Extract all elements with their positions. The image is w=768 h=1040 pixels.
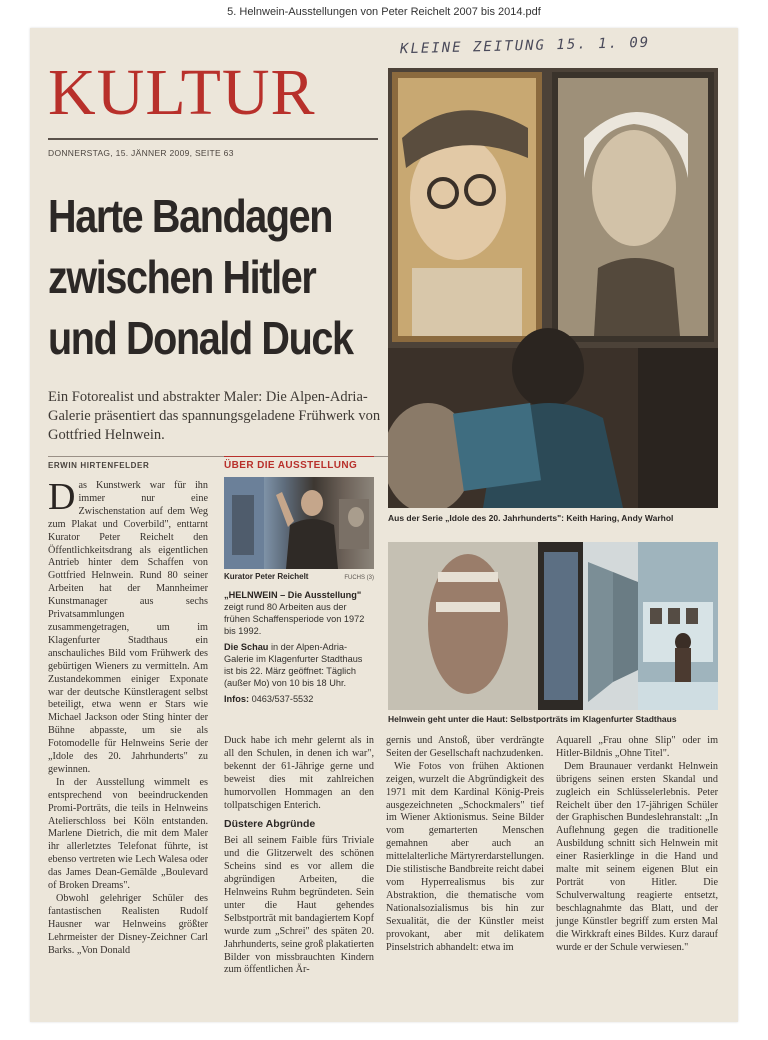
info-paragraph: Infos: 0463/537-5532 [224,694,314,704]
exhibition-infobox [224,456,374,709]
headline [48,186,353,369]
photo-credit: FUCHS (3) [344,575,374,581]
self-portraits-photo-image [388,542,718,710]
paragraph: Aquarell „Frau ohne Slip" oder im Hitler-Bildnis „Ohne Titel". [556,735,718,759]
paragraph: Wie Fotos von frühen Aktionen zeigen, wurzelt die Abgründigkeit des 1971 mit dem Kardinal König-Preis ausgezeichneten „Schockmalers" tief im Wiener Aktionismus. Seine Bilder vom gemarterten Menschen gemahnen aber auch an mittelalterliche Märtyrerdarstellungen. Die stilistische Bandbreite reicht dabei vom Hyperrealismus bis zur Abstraktion, die thematische vom Nationalsozialismus bis hin zur Sexualität, die der Künstler meist provokant, aber mit delikatem Pinselstrich abhandelt: etwa im [386,760,544,953]
self-portraits-photo [388,542,718,710]
info-paragraph: Die Schau in der Alpen-Adria-Galerie im Klagenfurter Stadthaus ist bis 22. März geöffnet: Täglich (außer Mo) von 10 bis 18 Uhr. [224,642,363,688]
infobox-title: ÜBER DIE AUSSTELLUNG [224,456,374,471]
idols-photo [388,68,718,508]
handwritten-note: KLEINE ZEITUNG 15. 1. 09 [399,34,651,58]
paragraph: Dem Braunauer verdankt Helnwein übrigens seinen ersten Skandal und zugleich ein Schlüsselerlebnis. Peter Reichelt über den 17-jährigen Schüler der Graphischen Bundeslehranstalt: „In Auflehnung gegen die traditionelle Ausbildung schnitt sich Helnwein mit einer Rasierklinge in die Hand und malte mit seinem eigenen Blut ein Porträt von Hitler. Die Schulverwaltung reagierte entsetzt, beschlagnahmte das Blatt, und der junge Künstler begriff zum ersten Mal die Wirkkraft eines Bildes. Kurz darauf wurde er der Schule verwiesen." [556,760,718,953]
headline-line: Harte Bandagen [48,190,333,242]
subhead: Düstere Abgründe [224,818,316,831]
headline-line: und Donald Duck [48,312,353,364]
article-column-1 [48,476,208,1020]
newspaper-clipping [30,28,738,1022]
deck: Ein Fotorealist und abstrakter Maler: Die Alpen-Adria-Galerie präsentiert das spannungsgeladene Frühwerk von Gottfried Helnwein. [48,389,381,443]
paragraph: In der Ausstellung wimmelt es entsprechend von beeindruckenden Promi-Porträts, die teils in Helnweins Atelierschloss bei Köln entstanden. Marlene Dietrich, die mit dem Maler ihr allerletztes Telefonat führte, ist ebenso vertreten wie Lech Walesa oder das James Dean-Gemälde „Boulevard of Broken Dreams". [48,776,208,892]
pdf-title: 5. Helnwein-Ausstellungen von Peter Reichelt 2007 bis 2014.pdf [227,6,541,18]
idols-photo-image [388,68,718,508]
byline: ERWIN HIRTENFELDER [48,461,150,470]
paragraph: Duck habe ich mehr gelernt als in all den Schulen, in denen ich war", bekennt der 61-Jährige gerne und beweist dies mit zahlreichen humorvollen Hommagen an den tollpatschigen Enterich. [224,735,374,811]
dateline: DONNERSTAG, 15. JÄNNER 2009, SEITE 63 [48,148,234,158]
paragraph: Bei all seinem Faible fürs Triviale und die Glitzerwelt des schönen Scheins sind es vor allem die abgründigen Arbeiten, die Helnweins Ruhm begründeten. Sein unter die Haut gehendes Selbstporträt mit bandagiertem Kopf wurde zum „Schrei" des späten 20. Jahrhunderts, seine groß plakatierten Bilder von missbrauchten Kindern zum öffentlichen Är- [224,835,374,976]
info-paragraph: „HELNWEIN – Die Ausstellung" zeigt rund 80 Arbeiten aus der frühen Schaffensperiode von 1972 bis 1992. [224,590,365,636]
masthead-rule [48,138,378,140]
infobox-body [224,589,374,705]
self-portraits-photo-caption: Helnwein geht unter die Haut: Selbstporträts im Klagenfurter Stadthaus [388,714,677,724]
dropcap: D [48,476,76,518]
idols-photo-caption: Aus der Serie „Idole des 20. Jahrhunderts": Keith Haring, Andy Warhol [388,513,674,523]
article-column-3 [386,735,544,1020]
curator-photo-image [224,477,374,569]
paragraph: gernis und Anstoß, über verdrängte Seiten der Gesellschaft nachzudenken. [386,735,544,759]
paragraph: Das Kunstwerk war für ihn immer nur eine Zwischenstation auf dem Weg zum Plakat und Coverbild", enttarnt Kurator Peter Reichelt den Öffentlichkeitsdrang als eigentlichen Antrieb hinter dem Schaffen von Gottfried Helnwein. Rund 80 seiner Arbeiten hat der Mannheimer Kunstmanager aus sechs Privatsammlungen zusammengetragen, um im Klagenfurter Stadthaus ein anschauliches Bild vom Frühwerk des gebürtigen Wieners zu vermitteln. Am Zustandekommen einiger Exponate war der deutsche Künstleragent selbst beteiligt, etwa wenn er Stars wie Michael Jackson oder Sting hinter der Bühne abpasste, um sie als Fotomodelle für Helnweins Serie der „Idole des 20. Jahrhunderts" zu gewinnen. [48,476,208,775]
article-column-4 [556,735,718,1020]
headline-line: zwischen Hitler [48,251,316,303]
paragraph: Obwohl gelehriger Schüler des fantastischen Realisten Rudolf Hausner war Helnweins größter Lehrmeister der Disney-Zeichner Carl Barks. „Von Donald [48,893,208,956]
curator-caption: Kurator Peter Reichelt [224,572,309,581]
article-column-2 [224,735,374,1020]
curator-photo [224,477,374,569]
section-masthead: KULTUR [48,56,316,129]
